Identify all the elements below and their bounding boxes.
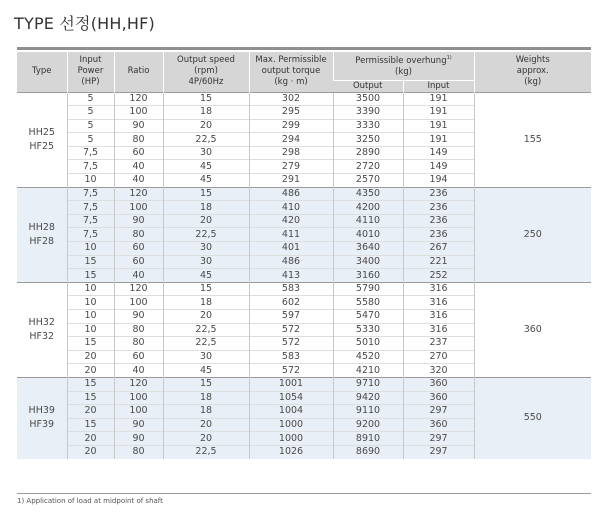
page-title: TYPE 선정(HH,HF) — [14, 14, 155, 33]
type-cell: HH39 HF39 — [17, 377, 67, 458]
cell-overhung-output: 3400 — [333, 255, 403, 269]
cell-ratio: 40 — [114, 160, 163, 174]
cell-overhung-input: 191 — [403, 92, 474, 106]
cell-torque: 602 — [249, 296, 333, 310]
cell-input-power: 7,5 — [67, 201, 114, 215]
cell-ratio: 60 — [114, 350, 163, 364]
cell-overhung-input: 221 — [403, 255, 474, 269]
cell-overhung-output: 4110 — [333, 214, 403, 228]
header-output: Output — [333, 80, 403, 92]
cell-ratio: 40 — [114, 269, 163, 283]
cell-ratio: 90 — [114, 418, 163, 432]
cell-overhung-input: 191 — [403, 133, 474, 147]
footnote: 1) Application of load at midpoint of shaft — [17, 497, 163, 505]
cell-overhung-input: 360 — [403, 418, 474, 432]
cell-ratio: 120 — [114, 377, 163, 391]
cell-output-speed: 15 — [163, 92, 249, 106]
group-hh25 — [17, 92, 591, 187]
cell-input-power: 7,5 — [67, 228, 114, 242]
cell-output-speed: 45 — [163, 364, 249, 378]
cell-overhung-input: 236 — [403, 187, 474, 201]
cell-output-speed: 45 — [163, 269, 249, 283]
type-cell: HH28 HF28 — [17, 187, 67, 282]
cell-output-speed: 15 — [163, 377, 249, 391]
cell-input-power: 7,5 — [67, 187, 114, 201]
cell-input-power: 15 — [67, 377, 114, 391]
cell-overhung-input: 316 — [403, 310, 474, 324]
cell-torque: 298 — [249, 146, 333, 160]
cell-ratio: 80 — [114, 323, 163, 337]
type-cell: HH32 HF32 — [17, 282, 67, 377]
cell-output-speed: 45 — [163, 174, 249, 188]
cell-torque: 299 — [249, 119, 333, 133]
header-weights: Weights approx. (kg) — [474, 52, 591, 92]
cell-overhung-input: 267 — [403, 242, 474, 256]
cell-torque: 291 — [249, 174, 333, 188]
cell-ratio: 60 — [114, 255, 163, 269]
cell-input-power: 5 — [67, 92, 114, 106]
cell-input-power: 15 — [67, 255, 114, 269]
cell-torque: 1000 — [249, 432, 333, 446]
bottom-rule — [17, 493, 591, 494]
cell-overhung-output: 2570 — [333, 174, 403, 188]
table-row — [17, 282, 591, 296]
cell-ratio: 80 — [114, 337, 163, 351]
cell-torque: 1001 — [249, 377, 333, 391]
cell-output-speed: 22,5 — [163, 337, 249, 351]
cell-overhung-output: 5010 — [333, 337, 403, 351]
cell-output-speed: 18 — [163, 296, 249, 310]
cell-output-speed: 15 — [163, 282, 249, 296]
cell-input-power: 20 — [67, 445, 114, 458]
cell-overhung-output: 5330 — [333, 323, 403, 337]
cell-torque: 410 — [249, 201, 333, 215]
cell-overhung-output: 4200 — [333, 201, 403, 215]
cell-ratio: 120 — [114, 187, 163, 201]
cell-torque: 583 — [249, 350, 333, 364]
cell-overhung-output: 5580 — [333, 296, 403, 310]
cell-overhung-output: 9420 — [333, 391, 403, 405]
cell-input-power: 15 — [67, 269, 114, 283]
cell-output-speed: 30 — [163, 350, 249, 364]
cell-ratio: 40 — [114, 174, 163, 188]
cell-overhung-output: 3160 — [333, 269, 403, 283]
cell-overhung-output: 8910 — [333, 432, 403, 446]
cell-torque: 572 — [249, 337, 333, 351]
cell-output-speed: 20 — [163, 432, 249, 446]
cell-input-power: 15 — [67, 337, 114, 351]
cell-output-speed: 15 — [163, 187, 249, 201]
cell-torque: 1000 — [249, 418, 333, 432]
table-header — [17, 52, 591, 92]
cell-ratio: 120 — [114, 282, 163, 296]
cell-output-speed: 20 — [163, 310, 249, 324]
cell-ratio: 80 — [114, 133, 163, 147]
cell-ratio: 100 — [114, 391, 163, 405]
cell-input-power: 10 — [67, 282, 114, 296]
cell-overhung-input: 320 — [403, 364, 474, 378]
cell-torque: 572 — [249, 323, 333, 337]
cell-input-power: 10 — [67, 296, 114, 310]
cell-ratio: 60 — [114, 242, 163, 256]
cell-ratio: 100 — [114, 405, 163, 419]
cell-input-power: 7,5 — [67, 214, 114, 228]
cell-overhung-output: 8690 — [333, 445, 403, 458]
cell-input-power: 20 — [67, 364, 114, 378]
cell-overhung-output: 3390 — [333, 106, 403, 120]
cell-input-power: 10 — [67, 242, 114, 256]
cell-input-power: 20 — [67, 432, 114, 446]
cell-overhung-input: 191 — [403, 106, 474, 120]
cell-overhung-input: 236 — [403, 201, 474, 215]
cell-output-speed: 30 — [163, 242, 249, 256]
cell-torque: 486 — [249, 187, 333, 201]
header-input-power: Input Power (HP) — [67, 52, 114, 92]
cell-overhung-output: 5470 — [333, 310, 403, 324]
header-output-speed: Output speed (rpm) 4P/60Hz — [163, 52, 249, 92]
cell-overhung-output: 2890 — [333, 146, 403, 160]
cell-output-speed: 18 — [163, 201, 249, 215]
cell-overhung-output: 3250 — [333, 133, 403, 147]
cell-torque: 411 — [249, 228, 333, 242]
header-ratio: Ratio — [114, 52, 163, 92]
cell-torque: 486 — [249, 255, 333, 269]
table-row — [17, 92, 591, 106]
header-torque: Max. Permissible output torque (kg · m) — [249, 52, 333, 92]
cell-overhung-input: 236 — [403, 228, 474, 242]
cell-output-speed: 18 — [163, 391, 249, 405]
cell-torque: 401 — [249, 242, 333, 256]
table-row — [17, 377, 591, 391]
cell-ratio: 120 — [114, 92, 163, 106]
cell-input-power: 20 — [67, 405, 114, 419]
cell-output-speed: 20 — [163, 119, 249, 133]
cell-overhung-output: 9200 — [333, 418, 403, 432]
cell-output-speed: 45 — [163, 160, 249, 174]
cell-overhung-input: 270 — [403, 350, 474, 364]
cell-torque: 597 — [249, 310, 333, 324]
cell-input-power: 10 — [67, 174, 114, 188]
header-input: Input — [403, 80, 474, 92]
cell-overhung-input: 149 — [403, 146, 474, 160]
cell-overhung-output: 4350 — [333, 187, 403, 201]
cell-overhung-output: 9110 — [333, 405, 403, 419]
cell-overhung-output: 3330 — [333, 119, 403, 133]
cell-ratio: 90 — [114, 214, 163, 228]
cell-ratio: 40 — [114, 364, 163, 378]
cell-output-speed: 22,5 — [163, 228, 249, 242]
weight-cell: 250 — [474, 187, 591, 282]
cell-ratio: 100 — [114, 106, 163, 120]
cell-torque: 279 — [249, 160, 333, 174]
cell-output-speed: 20 — [163, 214, 249, 228]
cell-overhung-output: 3640 — [333, 242, 403, 256]
cell-overhung-input: 316 — [403, 296, 474, 310]
cell-overhung-input: 360 — [403, 391, 474, 405]
cell-torque: 413 — [249, 269, 333, 283]
cell-input-power: 10 — [67, 323, 114, 337]
cell-input-power: 10 — [67, 310, 114, 324]
cell-output-speed: 18 — [163, 106, 249, 120]
weight-cell: 360 — [474, 282, 591, 377]
type-selection-table — [17, 52, 591, 459]
cell-overhung-input: 194 — [403, 174, 474, 188]
cell-ratio: 90 — [114, 310, 163, 324]
table-row — [17, 187, 591, 201]
cell-input-power: 5 — [67, 106, 114, 120]
weight-cell: 550 — [474, 377, 591, 458]
cell-output-speed: 18 — [163, 405, 249, 419]
header-overhung: Permissible overhung$^{1)}$ (kg) — [333, 52, 474, 80]
cell-output-speed: 30 — [163, 255, 249, 269]
cell-torque: 1004 — [249, 405, 333, 419]
cell-output-speed: 22,5 — [163, 323, 249, 337]
cell-overhung-input: 297 — [403, 405, 474, 419]
cell-ratio: 80 — [114, 228, 163, 242]
group-hh32 — [17, 282, 591, 377]
cell-overhung-input: 316 — [403, 282, 474, 296]
weight-cell: 155 — [474, 92, 591, 187]
cell-input-power: 15 — [67, 418, 114, 432]
cell-ratio: 100 — [114, 201, 163, 215]
type-cell: HH25 HF25 — [17, 92, 67, 187]
cell-overhung-input: 149 — [403, 160, 474, 174]
cell-input-power: 20 — [67, 350, 114, 364]
cell-ratio: 80 — [114, 445, 163, 458]
cell-output-speed: 20 — [163, 418, 249, 432]
cell-overhung-output: 4210 — [333, 364, 403, 378]
cell-overhung-input: 297 — [403, 445, 474, 458]
cell-input-power: 5 — [67, 133, 114, 147]
cell-overhung-input: 237 — [403, 337, 474, 351]
cell-ratio: 90 — [114, 432, 163, 446]
cell-overhung-output: 4520 — [333, 350, 403, 364]
cell-overhung-input: 236 — [403, 214, 474, 228]
cell-input-power: 15 — [67, 391, 114, 405]
cell-torque: 420 — [249, 214, 333, 228]
cell-torque: 295 — [249, 106, 333, 120]
cell-output-speed: 22,5 — [163, 445, 249, 458]
cell-output-speed: 22,5 — [163, 133, 249, 147]
cell-overhung-input: 297 — [403, 432, 474, 446]
cell-overhung-output: 2720 — [333, 160, 403, 174]
group-hh39 — [17, 377, 591, 458]
cell-torque: 572 — [249, 364, 333, 378]
cell-overhung-input: 360 — [403, 377, 474, 391]
cell-overhung-output: 4010 — [333, 228, 403, 242]
cell-input-power: 5 — [67, 119, 114, 133]
cell-torque: 583 — [249, 282, 333, 296]
cell-torque: 302 — [249, 92, 333, 106]
cell-torque: 294 — [249, 133, 333, 147]
cell-overhung-output: 3500 — [333, 92, 403, 106]
cell-overhung-output: 5790 — [333, 282, 403, 296]
group-hh28 — [17, 187, 591, 282]
cell-overhung-input: 191 — [403, 119, 474, 133]
cell-overhung-input: 316 — [403, 323, 474, 337]
top-rule — [17, 47, 591, 50]
cell-ratio: 100 — [114, 296, 163, 310]
cell-torque: 1054 — [249, 391, 333, 405]
cell-input-power: 7,5 — [67, 146, 114, 160]
cell-ratio: 90 — [114, 119, 163, 133]
cell-torque: 1026 — [249, 445, 333, 458]
cell-ratio: 60 — [114, 146, 163, 160]
cell-input-power: 7,5 — [67, 160, 114, 174]
cell-overhung-input: 252 — [403, 269, 474, 283]
cell-output-speed: 30 — [163, 146, 249, 160]
cell-overhung-output: 9710 — [333, 377, 403, 391]
header-type: Type — [17, 52, 67, 92]
